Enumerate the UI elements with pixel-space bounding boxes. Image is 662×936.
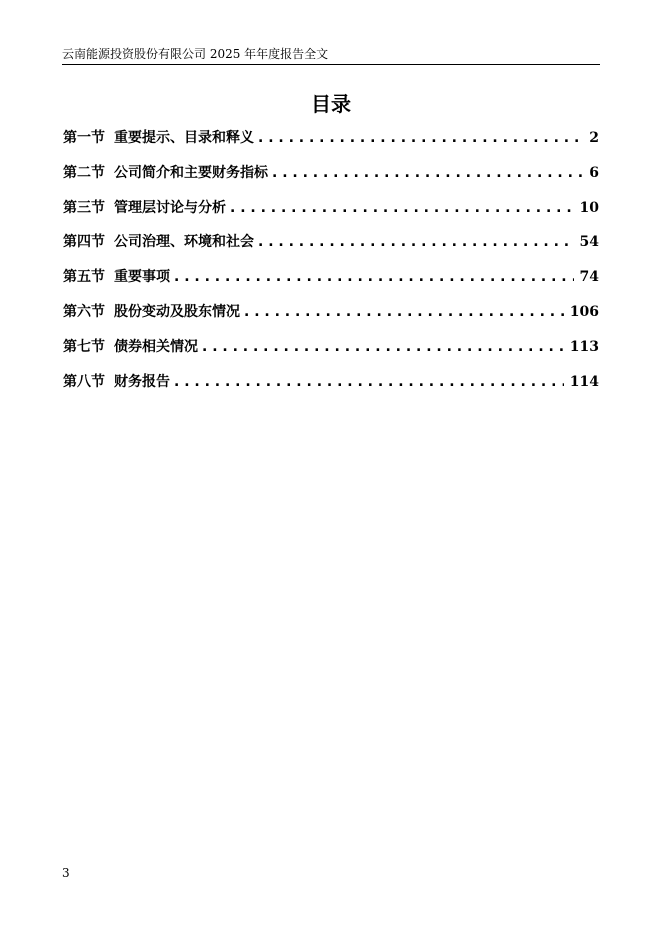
toc-dot-leader <box>258 230 574 254</box>
toc-dot-leader <box>174 370 564 394</box>
toc-page-number: 2 <box>589 130 599 146</box>
toc-dot-leader <box>258 126 583 150</box>
toc-title: 目录 <box>311 92 351 116</box>
header-divider <box>62 64 600 65</box>
toc-section-label: 第一节 <box>63 130 105 146</box>
toc-page-number: 54 <box>579 234 599 251</box>
toc-entry-4[interactable] <box>63 229 599 264</box>
toc-dot-leader <box>202 335 564 359</box>
toc-dot-leader <box>174 265 574 289</box>
toc-list <box>63 125 599 403</box>
toc-dot-leader <box>272 161 583 185</box>
toc-section-label: 第五节 <box>63 269 105 286</box>
toc-section-name: 财务报告 <box>114 373 170 390</box>
toc-entry-3[interactable] <box>63 195 599 230</box>
toc-entry-1[interactable] <box>63 125 599 160</box>
toc-section-name: 债券相关情况 <box>114 338 198 355</box>
toc-section-name: 重要事项 <box>114 269 170 286</box>
toc-section-label: 第六节 <box>63 303 105 320</box>
running-header-title: 云南能源投资股份有限公司 2025 年年度报告全文 <box>62 47 329 61</box>
toc-section-label: 第七节 <box>63 338 105 355</box>
toc-section-label: 第四节 <box>63 234 105 251</box>
toc-page-number: 10 <box>579 199 599 216</box>
toc-dot-leader <box>230 196 574 220</box>
toc-section-label: 第八节 <box>63 373 105 390</box>
toc-section-name: 股份变动及股东情况 <box>114 303 240 320</box>
toc-section-name: 公司治理、环境和社会 <box>114 234 254 251</box>
toc-entry-8[interactable] <box>63 369 599 404</box>
toc-entry-7[interactable] <box>63 334 599 369</box>
toc-page-number: 113 <box>569 338 599 355</box>
toc-section-name: 公司简介和主要财务指标 <box>114 164 268 181</box>
toc-entry-5[interactable] <box>63 264 599 299</box>
footer-page-number: 3 <box>62 866 70 880</box>
toc-dot-leader <box>244 300 564 324</box>
toc-page-number: 6 <box>589 164 599 181</box>
toc-page-number: 106 <box>569 303 599 320</box>
toc-page-number: 114 <box>569 373 599 390</box>
toc-section-label: 第三节 <box>63 199 105 216</box>
toc-entry-6[interactable] <box>63 299 599 334</box>
toc-entry-2[interactable] <box>63 160 599 195</box>
toc-section-label: 第二节 <box>63 164 105 181</box>
toc-section-name: 重要提示、目录和释义 <box>114 130 254 146</box>
toc-page-number: 74 <box>579 269 599 286</box>
toc-section-name: 管理层讨论与分析 <box>114 199 226 216</box>
